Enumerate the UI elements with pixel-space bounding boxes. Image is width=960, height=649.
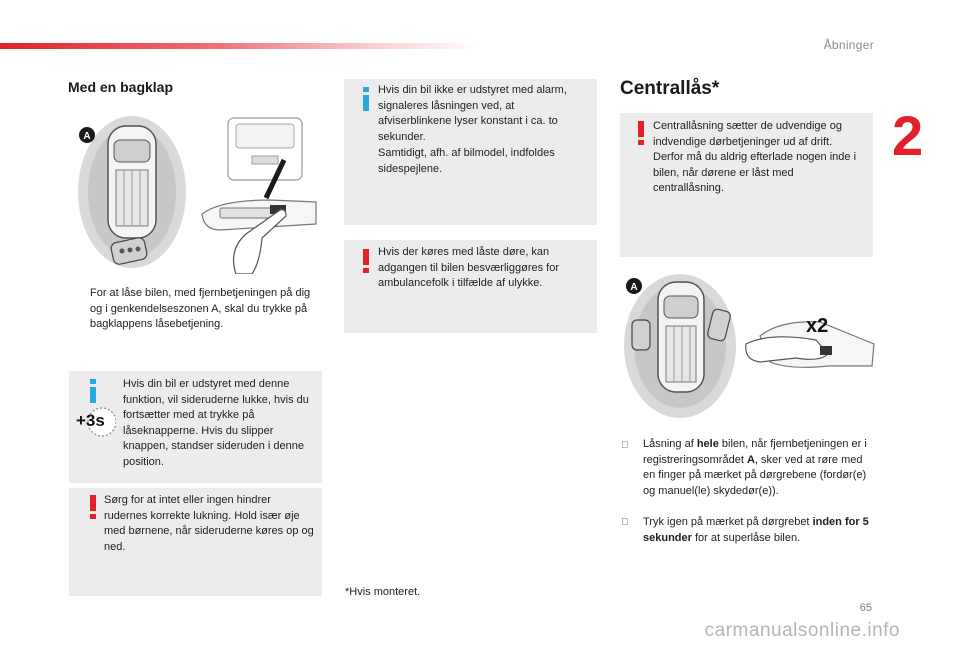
left-info-text: Hvis din bil er udstyret med denne funktion, vil sideruderne lukke, hvis du fortsætter med at trykke på låseknapperne. Hvis du slipper knappen, standser sideruden i denne position. [123, 378, 309, 468]
bullet-marker [621, 517, 629, 528]
right-warning-text: Centrallåsning sætter de udvendige og indvendige dørbetjeninger ud af drift. Derfor må du aldrig efterlade nogen inde i bilen, når dørene er låst med centrallåsning. [653, 120, 857, 194]
x2-label: x2 [806, 315, 829, 337]
warning-icon [82, 494, 104, 520]
header-accent-bar [0, 43, 480, 49]
central-locking-illustration [620, 270, 876, 422]
left-bullet-text: For at låse bilen, med fjernbetjeningen på dig og i genkendelseszonen A, skal du trykke på bagklappens låsebetjening. [90, 287, 311, 330]
right-bullet-2: Tryk igen på mærket på dørgrebet inden for 5 sekunder for at superlåse bilen. [643, 516, 869, 544]
watermark: carmanualsonline.info [704, 620, 900, 641]
car-keyless-zone-illustration [70, 112, 320, 274]
footnote: *Hvis monteret. [345, 586, 421, 598]
warning-icon [355, 248, 377, 274]
warning-icon [630, 120, 652, 146]
timer-3s-label: +3s [76, 411, 105, 430]
section-title: Åbninger [823, 38, 874, 52]
info-icon [355, 86, 377, 112]
marker-a: A [630, 282, 638, 293]
right-heading: Centrallås* [620, 78, 720, 99]
bullet-marker [621, 440, 629, 451]
marker-a: A [83, 131, 91, 142]
middle-info-text-2: Samtidigt, afh. af bilmodel, indfoldes sidespejlene. [378, 147, 555, 175]
info-icon [82, 378, 104, 404]
middle-warning-text: Hvis der køres med låste døre, kan adgangen til bilen besværliggøres for ambulancefolk i tilfælde af ulykke. [378, 246, 559, 289]
middle-info-text-1: Hvis din bil ikke er udstyret med alarm, signaleres låsningen ved, at afviserblinkene lyser konstant i ca. to sekunder. [378, 84, 567, 143]
chapter-number: 2 [892, 104, 924, 167]
left-warning-text: Sørg for at intet eller ingen hindrer rudernes korrekte lukning. Hold især øje med børnene, når sideruderne køres op og ned. [104, 494, 314, 553]
left-heading: Med en bagklap [68, 79, 174, 95]
page-number: 65 [859, 602, 872, 614]
right-bullet-1: Låsning af hele bilen, når fjernbetjeningen er i registreringsområdet A, sker ved at røre med en finger på mærket på dørgrebene (fordør(e) og manuel(le) skydedør(e)). [643, 438, 867, 497]
